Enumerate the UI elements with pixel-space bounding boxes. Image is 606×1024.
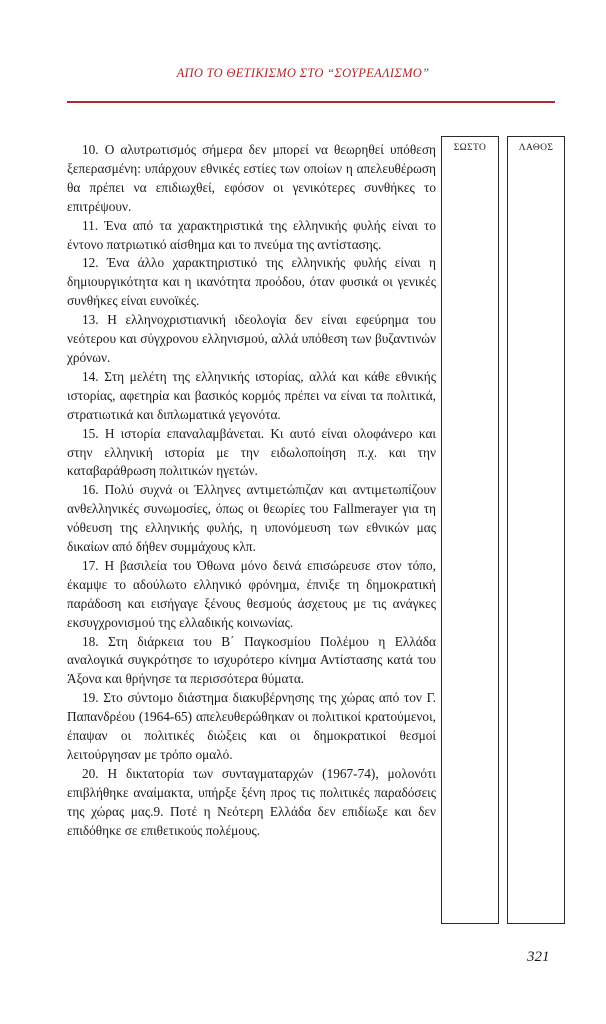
correct-answer-column[interactable] <box>441 136 499 924</box>
statement-10: 10. Ο αλυτρωτισμός σήμερα δεν μπορεί να θεωρηθεί υπόθεση ξεπερασμένη: υπάρχουν εθνικές εστίες των οποίων η απελευθέρωση θα πρέπει να επιδιωχθεί, εφόσον οι γενικότερες συνθήκες το επιτρέψουν. <box>67 142 436 214</box>
statement-14: 14. Στη μελέτη της ελληνικής ιστορίας, αλλά και κάθε εθνικής ιστορίας, αφετηρία και βασικός κορμός πρέπει να είναι τα πολιτικά, στρατιωτικά και διπλωματικά γεγονότα. <box>67 368 436 422</box>
statement-15: 15. Η ιστορία επαναλαμβάνεται. Κι αυτό είναι ολοφάνερο και στην ελληνική ιστορία με την ειδωλοποίηση π.χ. και την καταβαράθρωση πολιτικών ηγετών. <box>67 425 436 479</box>
page-number: 321 <box>527 949 550 965</box>
running-header: ΑΠΟ ΤΟ ΘΕΤΙΚΙΣΜΟ ΣΤΟ “ΣΟΥΡΕΑΛΙΣΜΟ” <box>176 66 430 80</box>
wrong-column-label: ΛΑΘΟΣ <box>518 143 554 153</box>
wrong-answer-column[interactable] <box>507 136 565 924</box>
statement-16: 16. Πολύ συχνά οι Έλληνες αντιμετώπιζαν και αντιμετωπίζουν ανθελληνικές συνωμοσίες, όπως οι θεωρίες του Fallmerayer για τη νόθευση της ελληνικής φυλής, η υπονόμευση των εθνικών μας δικαίων από δήθεν συμμάχους κλπ. <box>67 482 436 555</box>
statement-20: 20. Η δικτατορία των συνταγματαρχών (1967-74), μολονότι επιβλήθηκε αναίμακτα, υπήρξε ξένη προς τις πολιτικές παραδόσεις της χώρας μας.9. Ποτέ η Νεότερη Ελλάδα δεν επιδίωξε και δεν επιδόθηκε σε επιθετικούς πολέμους. <box>67 765 436 838</box>
correct-column-label: ΣΩΣΤΟ <box>453 143 487 153</box>
statement-12: 12. Ένα άλλο χαρακτηριστικό της ελληνικής φυλής είναι η δημιουργικότητα και η ικανότητα προόδου, όταν φυσικά οι γενικές συνθήκες είναι ευνοϊκές. <box>67 255 436 309</box>
statement-13: 13. Η ελληνοχριστιανική ιδεολογία δεν είναι εφεύρημα του νεότερου και σύγχρονου ελληνισμού, αλλά υπόθεση των βυζαντινών χρόνων. <box>67 312 436 365</box>
statement-18: 18. Στη διάρκεια του Β΄ Παγκοσμίου Πολέμου η Ελλάδα αναλογικά συγκρότησε το ισχυρότερο κίνημα Αντίστασης κατά του Άξονα και θρήνησε τα περισσότερα θύματα. <box>67 633 436 687</box>
statement-17: 17. Η βασιλεία του Όθωνα μόνο δεινά επισώρευσε στον τόπο, έκαμψε το αδούλωτο ελληνικό φρόνημα, έπνιξε τη δημοκρατική παράδοση και εισήγαγε ξένους θεσμούς άσχετους με τις ανάγκες εκσυγχρονισμού της ελλαδικής κοινωνίας. <box>67 557 436 630</box>
statement-11: 11. Ένα από τα χαρακτηριστικά της ελληνικής φυλής είναι το έντονο πατριωτικό αίσθημα και το πνεύμα της αντίστασης. <box>67 217 436 252</box>
header-rule <box>67 101 555 103</box>
statement-19: 19. Στο σύντομο διάστημα διακυβέρνησης της χώρας από τον Γ. Παπανδρέου (1964-65) απελευθερώθηκαν οι πολιτικοί κρατούμενοι, έπαψαν οι πολιτικές διώξεις και οι δημοκρατικοί θεσμοί λειτούργησαν με τρόπο ομαλό. <box>67 690 436 762</box>
statements-list <box>67 141 436 841</box>
